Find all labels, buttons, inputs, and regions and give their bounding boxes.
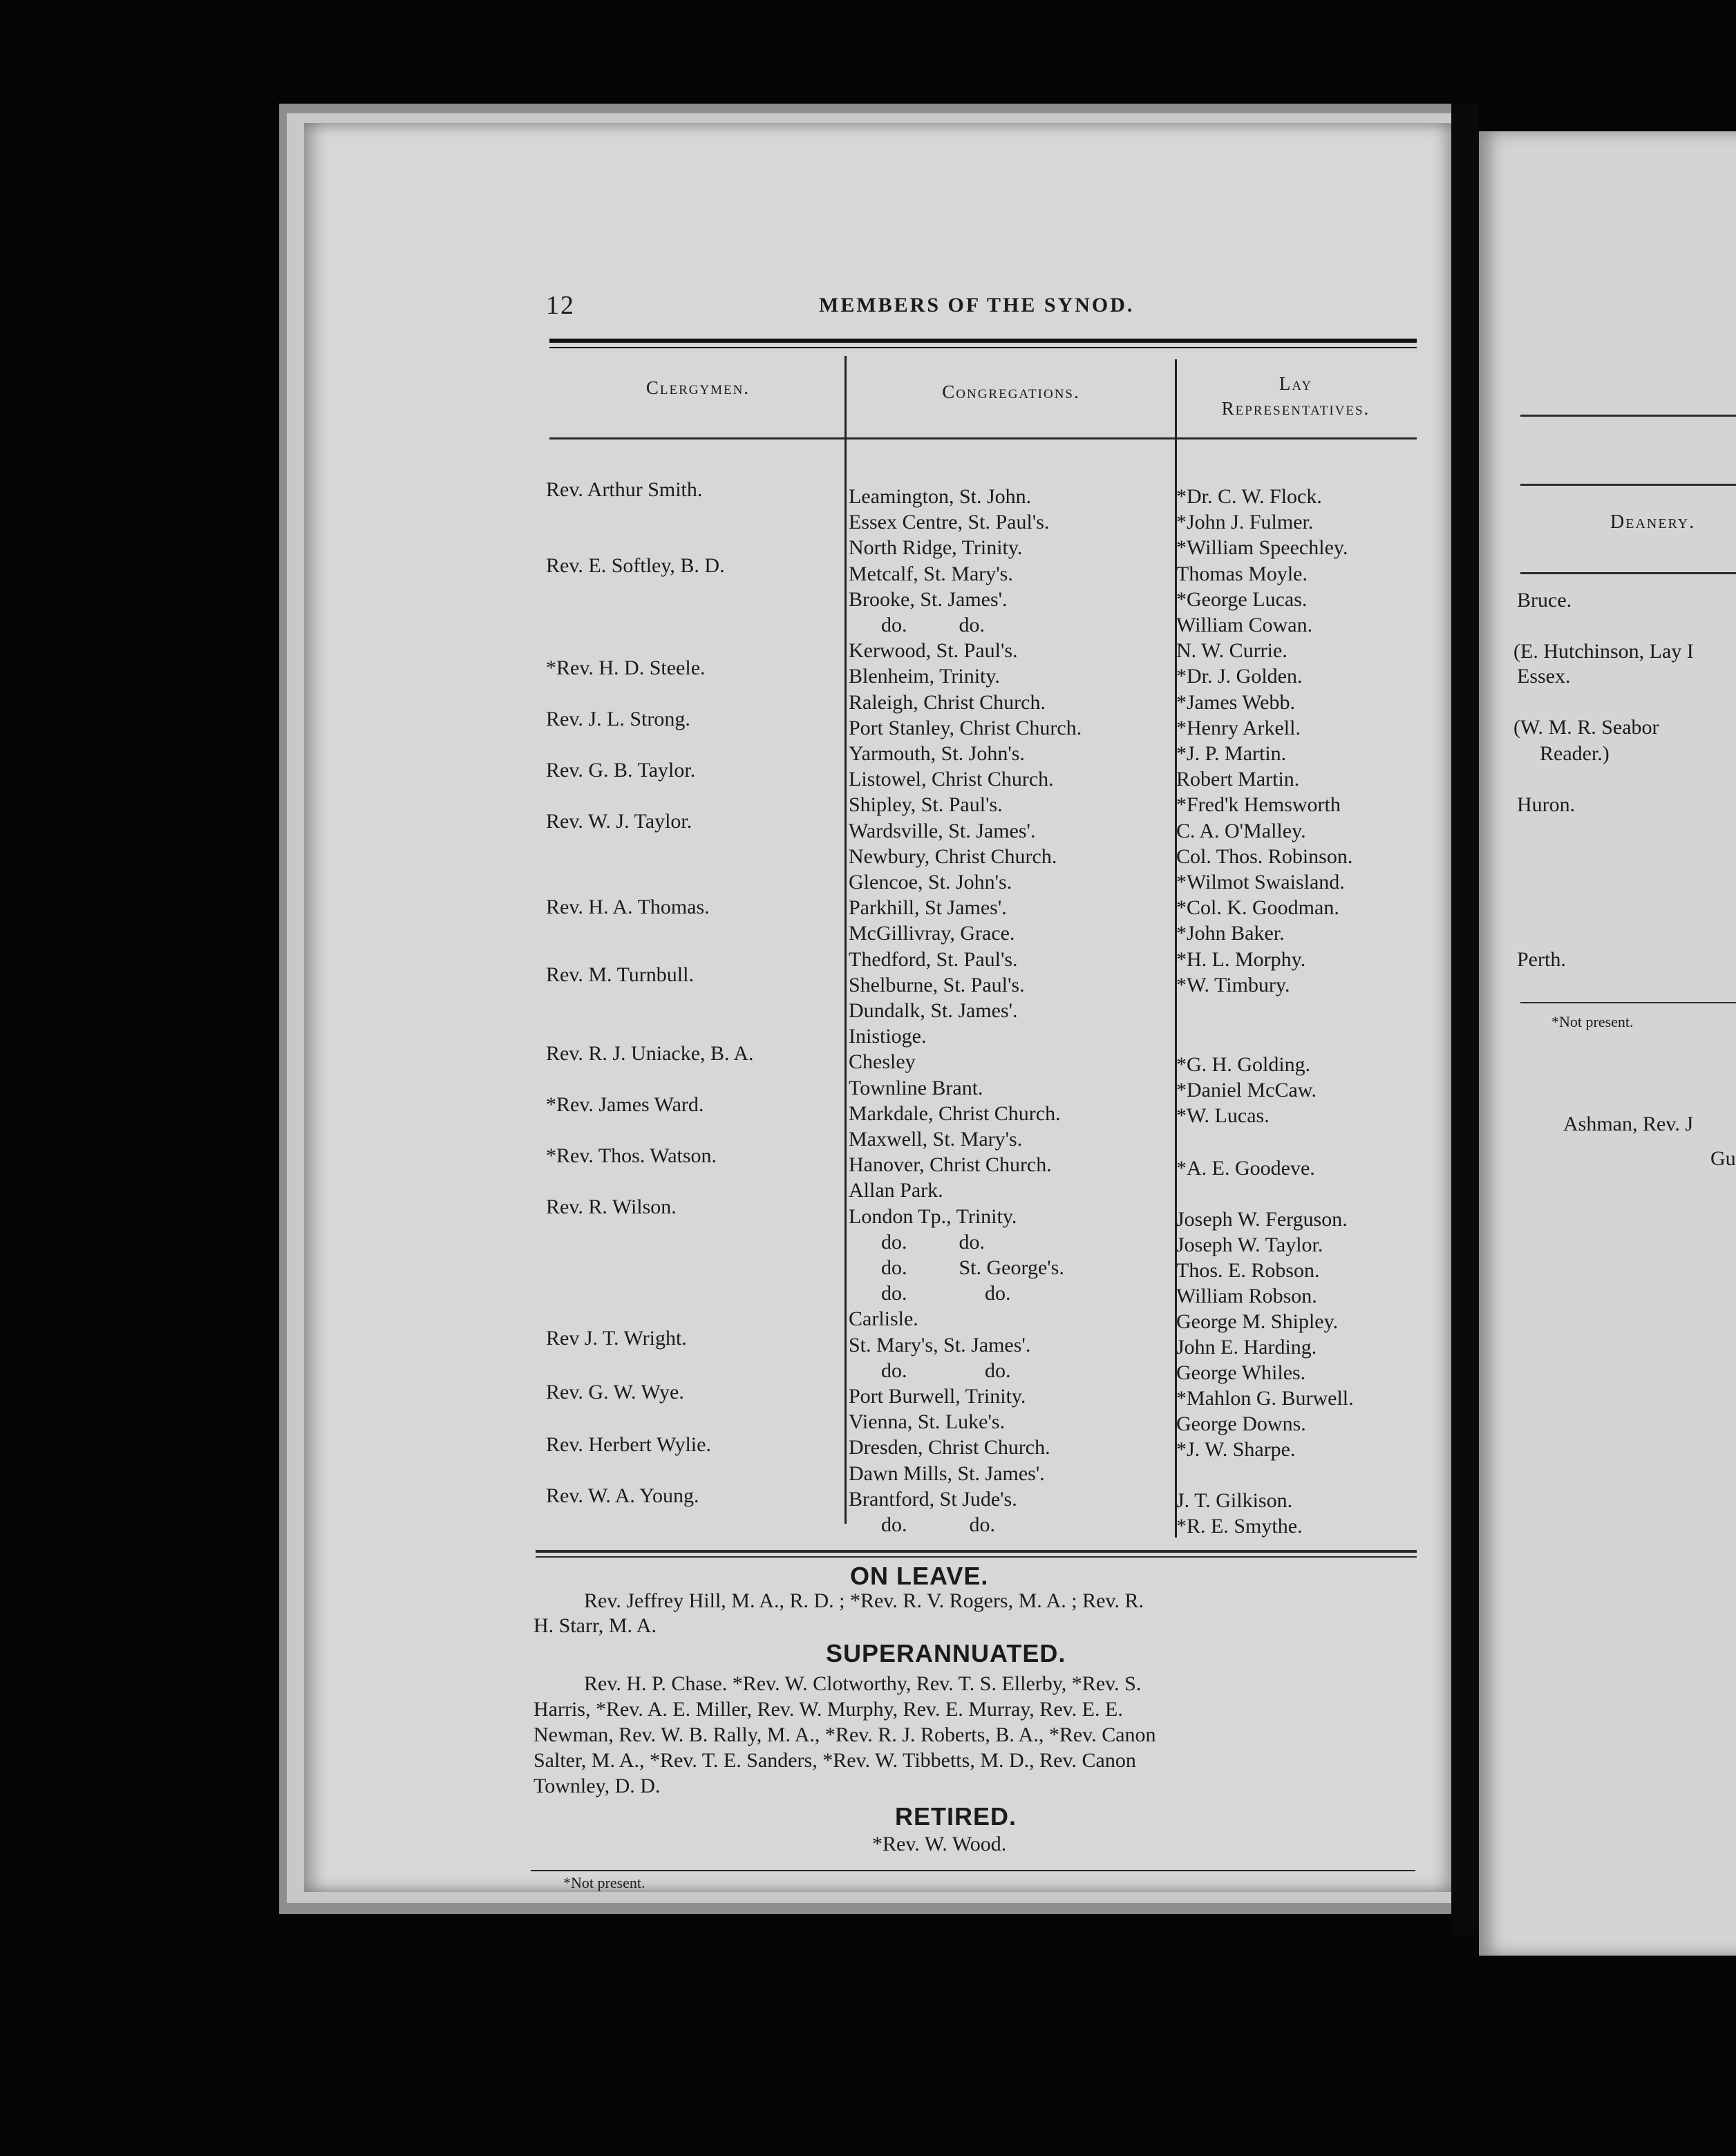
congregation-entry: London Tp., Trinity. <box>849 1204 1017 1228</box>
retired-heading: RETIRED. <box>895 1802 1017 1831</box>
table-bottom-rule-thin <box>536 1556 1417 1558</box>
congregation-entry: do. do. <box>881 614 985 636</box>
column-header-clergymen: Clergymen. <box>645 377 751 398</box>
lay-representative-name: *Col. K. Goodman. <box>1176 896 1339 920</box>
deanery-hutchinson: (E. Hutchinson, Lay I <box>1513 640 1694 663</box>
lay-representative-name: *John Baker. <box>1176 922 1285 945</box>
clergyman-name: Rev. J. L. Strong. <box>546 708 690 730</box>
clergyman-name: Rev. W. A. Young. <box>546 1484 699 1507</box>
lay-representative-name: *John J. Fulmer. <box>1176 511 1314 534</box>
clergyman-name: Rev. Arthur Smith. <box>546 478 703 501</box>
clergyman-name: Rev. M. Turnbull. <box>546 963 694 986</box>
superannuated-line3: Newman, Rev. W. B. Rally, M. A., *Rev. R. J. Roberts, B. A., *Rev. Canon <box>534 1723 1156 1746</box>
congregation-entry: Shelburne, St. Paul's. <box>849 973 1025 996</box>
congregation-entry: do. do. <box>881 1282 1011 1305</box>
deanery-essex: Essex. <box>1517 665 1571 688</box>
congregation-entry: Shipley, St. Paul's. <box>849 793 1003 817</box>
column-header-lay-line2: Representatives. <box>1221 398 1370 419</box>
congregation-entry: Parkhill, St James'. <box>849 896 1007 920</box>
right-footnote: *Not present. <box>1551 1013 1634 1030</box>
lay-representative-name: *W. Lucas. <box>1176 1104 1270 1127</box>
clergyman-name: *Rev. James Ward. <box>546 1093 704 1116</box>
congregation-entry: Thedford, St. Paul's. <box>849 947 1018 971</box>
congregation-entry: do. do. <box>881 1513 995 1536</box>
table-bottom-rule <box>536 1550 1417 1553</box>
lay-representative-name: Thomas Moyle. <box>1176 562 1308 585</box>
on-leave-heading: ON LEAVE. <box>850 1562 989 1590</box>
footnote-rule <box>531 1870 1415 1871</box>
lay-representative-name: N. W. Currie. <box>1176 639 1287 663</box>
congregation-entry: Dresden, Christ Church. <box>849 1436 1050 1459</box>
lay-representative-name: John E. Harding. <box>1176 1336 1317 1359</box>
book-gutter <box>1451 104 1479 1935</box>
right-rule-3 <box>1520 572 1736 574</box>
lay-representative-name: Thos. E. Robson. <box>1176 1259 1320 1282</box>
column-divider-1 <box>845 356 847 1524</box>
clergyman-name: Rev. W. J. Taylor. <box>546 810 692 833</box>
congregation-entry: Maxwell, St. Mary's. <box>849 1128 1023 1151</box>
lay-representative-name: *G. H. Golding. <box>1176 1053 1311 1076</box>
clergyman-name: Rev. R. Wilson. <box>546 1195 677 1218</box>
congregation-entry: Port Burwell, Trinity. <box>849 1385 1026 1408</box>
clergyman-name: Rev. Herbert Wylie. <box>546 1433 711 1456</box>
congregation-entry: Brantford, St Jude's. <box>849 1487 1017 1511</box>
congregation-entry: Glencoe, St. John's. <box>849 871 1012 893</box>
right-rule-2 <box>1520 484 1736 486</box>
right-rule-4 <box>1520 1002 1736 1003</box>
deanery-reader: Reader.) <box>1540 742 1610 765</box>
footnote: *Not present. <box>563 1874 645 1891</box>
congregation-entry: Townline Brant. <box>849 1076 983 1099</box>
lay-representative-name: Joseph W. Ferguson. <box>1176 1208 1348 1231</box>
right-ashman: Ashman, Rev. J <box>1563 1113 1694 1135</box>
superannuated-line5: Townley, D. D. <box>534 1775 661 1797</box>
congregation-entry: Dawn Mills, St. James'. <box>849 1462 1045 1485</box>
congregation-entry: Listowel, Christ Church. <box>849 768 1054 791</box>
congregation-entry: Dundalk, St. James'. <box>849 999 1018 1022</box>
page-title: MEMBERS OF THE SYNOD. <box>819 294 1135 316</box>
lay-representative-name: *Wilmot Swaisland. <box>1176 871 1345 893</box>
lay-representative-name: Joseph W. Taylor. <box>1176 1233 1323 1256</box>
lay-representative-name: *W. Timbury. <box>1176 973 1290 996</box>
lay-representative-name: *Mahlon G. Burwell. <box>1176 1387 1354 1410</box>
lay-representative-name: C. A. O'Malley. <box>1176 819 1306 842</box>
header-rule-thin <box>549 347 1417 348</box>
lay-representative-name: William Cowan. <box>1176 614 1313 636</box>
lay-representative-name: William Robson. <box>1176 1285 1317 1307</box>
lay-representative-name: *Daniel McCaw. <box>1176 1079 1317 1101</box>
lay-representative-name: *Dr. C. W. Flock. <box>1176 485 1322 508</box>
congregation-entry: Leamington, St. John. <box>849 485 1032 508</box>
lay-representative-name: George Whiles. <box>1176 1361 1306 1384</box>
congregation-entry: do. St. George's. <box>881 1256 1064 1279</box>
congregation-entry: Wardsville, St. James'. <box>849 819 1036 842</box>
deanery-perth: Perth. <box>1517 948 1566 971</box>
superannuated-line2: Harris, *Rev. A. E. Miller, Rev. W. Murphy, Rev. E. Murray, Rev. E. E. <box>534 1698 1123 1721</box>
congregation-entry: do. do. <box>881 1230 985 1254</box>
header-rule <box>549 339 1417 343</box>
congregation-entry: Raleigh, Christ Church. <box>849 690 1046 714</box>
right-rule-1 <box>1520 415 1736 417</box>
table-header-rule <box>549 437 1417 439</box>
congregation-entry: Allan Park. <box>849 1179 943 1202</box>
lay-representative-name: J. T. Gilkison. <box>1176 1489 1293 1512</box>
congregation-entry: St. Mary's, St. James'. <box>849 1333 1031 1356</box>
deanery-bruce: Bruce. <box>1517 589 1572 612</box>
on-leave-line1: Rev. Jeffrey Hill, M. A., R. D. ; *Rev. R. V. Rogers, M. A. ; Rev. R. <box>584 1589 1144 1612</box>
lay-representative-name: Col. Thos. Robinson. <box>1176 844 1353 868</box>
clergyman-name: Rev. G. B. Taylor. <box>546 759 696 782</box>
lay-representative-name: *Henry Arkell. <box>1176 716 1301 739</box>
lay-representative-name: *A. E. Goodeve. <box>1176 1157 1315 1180</box>
clergyman-name: *Rev. Thos. Watson. <box>546 1144 717 1167</box>
lay-representative-name: *William Speechley. <box>1176 536 1348 560</box>
congregation-entry: Hanover, Christ Church. <box>849 1153 1052 1177</box>
congregation-entry: North Ridge, Trinity. <box>849 536 1023 560</box>
congregation-entry: Carlisle. <box>849 1307 918 1331</box>
column-header-congregations: Congregations. <box>942 381 1080 402</box>
lay-representative-name: *H. L. Morphy. <box>1176 947 1306 971</box>
lay-representative-name: *Fred'k Hemsworth <box>1176 793 1341 817</box>
lay-representative-name: *James Webb. <box>1176 690 1296 714</box>
lay-representative-name: Robert Martin. <box>1176 768 1300 791</box>
congregation-entry: Port Stanley, Christ Church. <box>849 716 1082 739</box>
lay-representative-name: *Dr. J. Golden. <box>1176 665 1303 688</box>
deanery-header: Deanery. <box>1610 511 1696 533</box>
congregation-entry: Blenheim, Trinity. <box>849 665 1000 688</box>
right-gu: Gu <box>1710 1147 1736 1170</box>
congregation-entry: Newbury, Christ Church. <box>849 844 1057 868</box>
congregation-entry: Chesley <box>849 1050 916 1074</box>
congregation-entry: Yarmouth, St. John's. <box>849 742 1025 765</box>
congregation-entry: Kerwood, St. Paul's. <box>849 639 1018 663</box>
congregation-entry: Metcalf, St. Mary's. <box>849 562 1013 585</box>
right-page <box>1479 131 1736 1956</box>
clergyman-name: Rev. H. A. Thomas. <box>546 896 710 918</box>
retired-line1: *Rev. W. Wood. <box>872 1833 1007 1855</box>
lay-representative-name: *R. E. Smythe. <box>1176 1515 1303 1538</box>
congregation-entry: Markdale, Christ Church. <box>849 1101 1061 1125</box>
on-leave-line2: H. Starr, M. A. <box>534 1614 657 1637</box>
lay-representative-name: George Downs. <box>1176 1412 1306 1435</box>
deanery-seabor: (W. M. R. Seabor <box>1513 716 1659 739</box>
congregation-entry: Inistioge. <box>849 1025 927 1048</box>
congregation-entry: McGillivray, Grace. <box>849 922 1015 945</box>
superannuated-line1: Rev. H. P. Chase. *Rev. W. Clotworthy, Rev. T. S. Ellerby, *Rev. S. <box>584 1672 1142 1695</box>
clergyman-name: Rev J. T. Wright. <box>546 1327 687 1350</box>
clergyman-name: *Rev. H. D. Steele. <box>546 656 706 679</box>
clergyman-name: Rev. R. J. Uniacke, B. A. <box>546 1042 754 1065</box>
page-number: 12 <box>546 291 575 320</box>
lay-representative-name: *George Lucas. <box>1176 587 1308 611</box>
congregation-entry: Essex Centre, St. Paul's. <box>849 511 1050 534</box>
lay-representative-name: *J. W. Sharpe. <box>1176 1438 1296 1461</box>
superannuated-heading: SUPERANNUATED. <box>826 1639 1066 1667</box>
clergyman-name: Rev. E. Softley, B. D. <box>546 554 725 577</box>
column-header-lay-line1: Lay <box>1279 373 1313 394</box>
clergyman-name: Rev. G. W. Wye. <box>546 1381 684 1403</box>
congregation-entry: do. do. <box>881 1359 1011 1382</box>
lay-representative-name: *J. P. Martin. <box>1176 742 1287 765</box>
deanery-huron: Huron. <box>1517 793 1576 816</box>
lay-representative-name: George M. Shipley. <box>1176 1310 1339 1333</box>
congregation-entry: Brooke, St. James'. <box>849 587 1008 611</box>
superannuated-line4: Salter, M. A., *Rev. T. E. Sanders, *Rev. W. Tibbetts, M. D., Rev. Canon <box>534 1749 1136 1772</box>
congregation-entry: Vienna, St. Luke's. <box>849 1410 1006 1434</box>
